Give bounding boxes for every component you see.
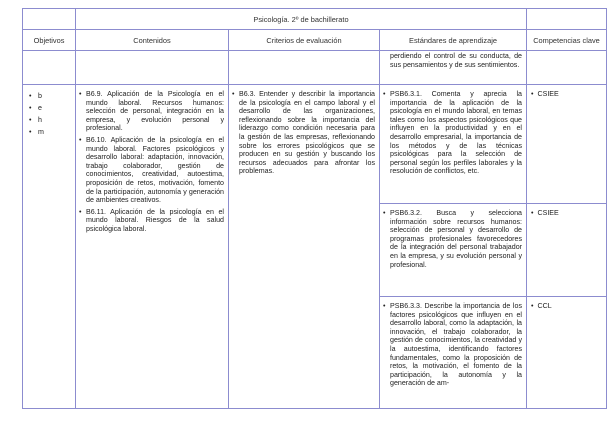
empty-cell [527,51,607,85]
header-competencias: Competencias clave [527,30,607,51]
competencia-cell [527,297,607,409]
objetivo-item: • m [29,128,44,136]
competencia-item: • CSIEE [531,209,559,217]
estandar-item: • PSB6.3.1. Comenta y aprecia la importancia de la aplicación de la psicología en el mundo laboral, en temas tales como los aspectos psicológicos que influyen en la productividad y en el desarrollo empresarial, la importancia de los métodos y de las técnicas psicológicas para la selección de personal según los perfiles laborales y la resolución de conflictos, etc. [383,90,522,176]
competencia-cell [527,204,607,297]
estandar-item: • PSB6.3.2. Busca y selecciona información sobre recursos humanos: selección de personal y desarrollo de programas profesionales favorecedores de la integración del personal trabajador en la empresa, y su evolución personal y profesional. [383,209,522,269]
estandar-cell [380,204,527,297]
empty-corner-cell [23,9,76,30]
empty-title-cell [527,9,607,30]
contenido-item: • B6.10. Aplicación de la psicología en el mundo laboral. Factores psicológicos y desarrollo laboral: adaptación, innovación, trabajo colaborador, gestión de conocimientos, creatividad, autoestima, proposición de retos, motivación, fomento de la participación, autonomía y generación de ambientes creativos. [79,135,224,205]
contenido-item: • B6.11. Aplicación de la psicología en el mundo laboral. Riesgos de la salud psicológica laboral. [79,207,224,233]
contenido-item: • B6.9. Aplicación de la Psicología en el mundo laboral. Recursos humanos: selección de personal, integración en la empresa, y evolución personal y profesional. [79,90,224,133]
objetivo-item: • h [29,116,42,124]
competencia-item: • CSIEE [531,90,559,98]
criterios-cell [229,85,380,409]
estandar-cell [380,297,527,409]
header-estandares: Estándares de aprendizaje [380,30,527,51]
contenidos-cell [76,85,229,409]
competencia-item: • CCL [531,302,552,310]
estandar-cell [380,85,527,204]
continuation-text: perdiendo el control de su conducta, de sus pensamientos y de sus sentimientos. [390,52,522,69]
objetivo-item: • b [29,92,42,100]
table-title: Psicología. 2º de bachillerato [76,9,527,30]
estandar-item: • PSB6.3.3. Describe la importancia de los factores psicológicos que influyen en el desarrollo laboral, como la adaptación, la innovación, el trabajo colaborador, la gestión de conocimientos, la creatividad y la autoestima, identificando factores fundamentales, como la proposición de retos, la motivación, el fomento de la participación, la autonomía y la generación de am- [383,302,522,388]
header-contenidos: Contenidos [76,30,229,51]
criterio-item: • B6.3. Entender y describir la importancia de la psicología en el campo laboral y el desarrollo de las organizaciones, reflexionando sobre la importancia del liderazgo como condición necesaria para la gestión de las empresas, reflexionando sobre los errores psicológicos que se producen en su gestión y buscando los recursos adecuados para afrontar los problemas. [232,90,375,176]
continuation-cell [380,51,527,85]
empty-cell [76,51,229,85]
objetivo-item: • e [29,104,42,112]
curriculum-table-page [22,8,607,418]
header-objetivos: Objetivos [23,30,76,51]
curriculum-table [22,8,607,409]
empty-cell [229,51,380,85]
header-criterios: Criterios de evaluación [229,30,380,51]
objetivos-cell [23,85,76,409]
empty-cell [23,51,76,85]
competencia-cell [527,85,607,204]
